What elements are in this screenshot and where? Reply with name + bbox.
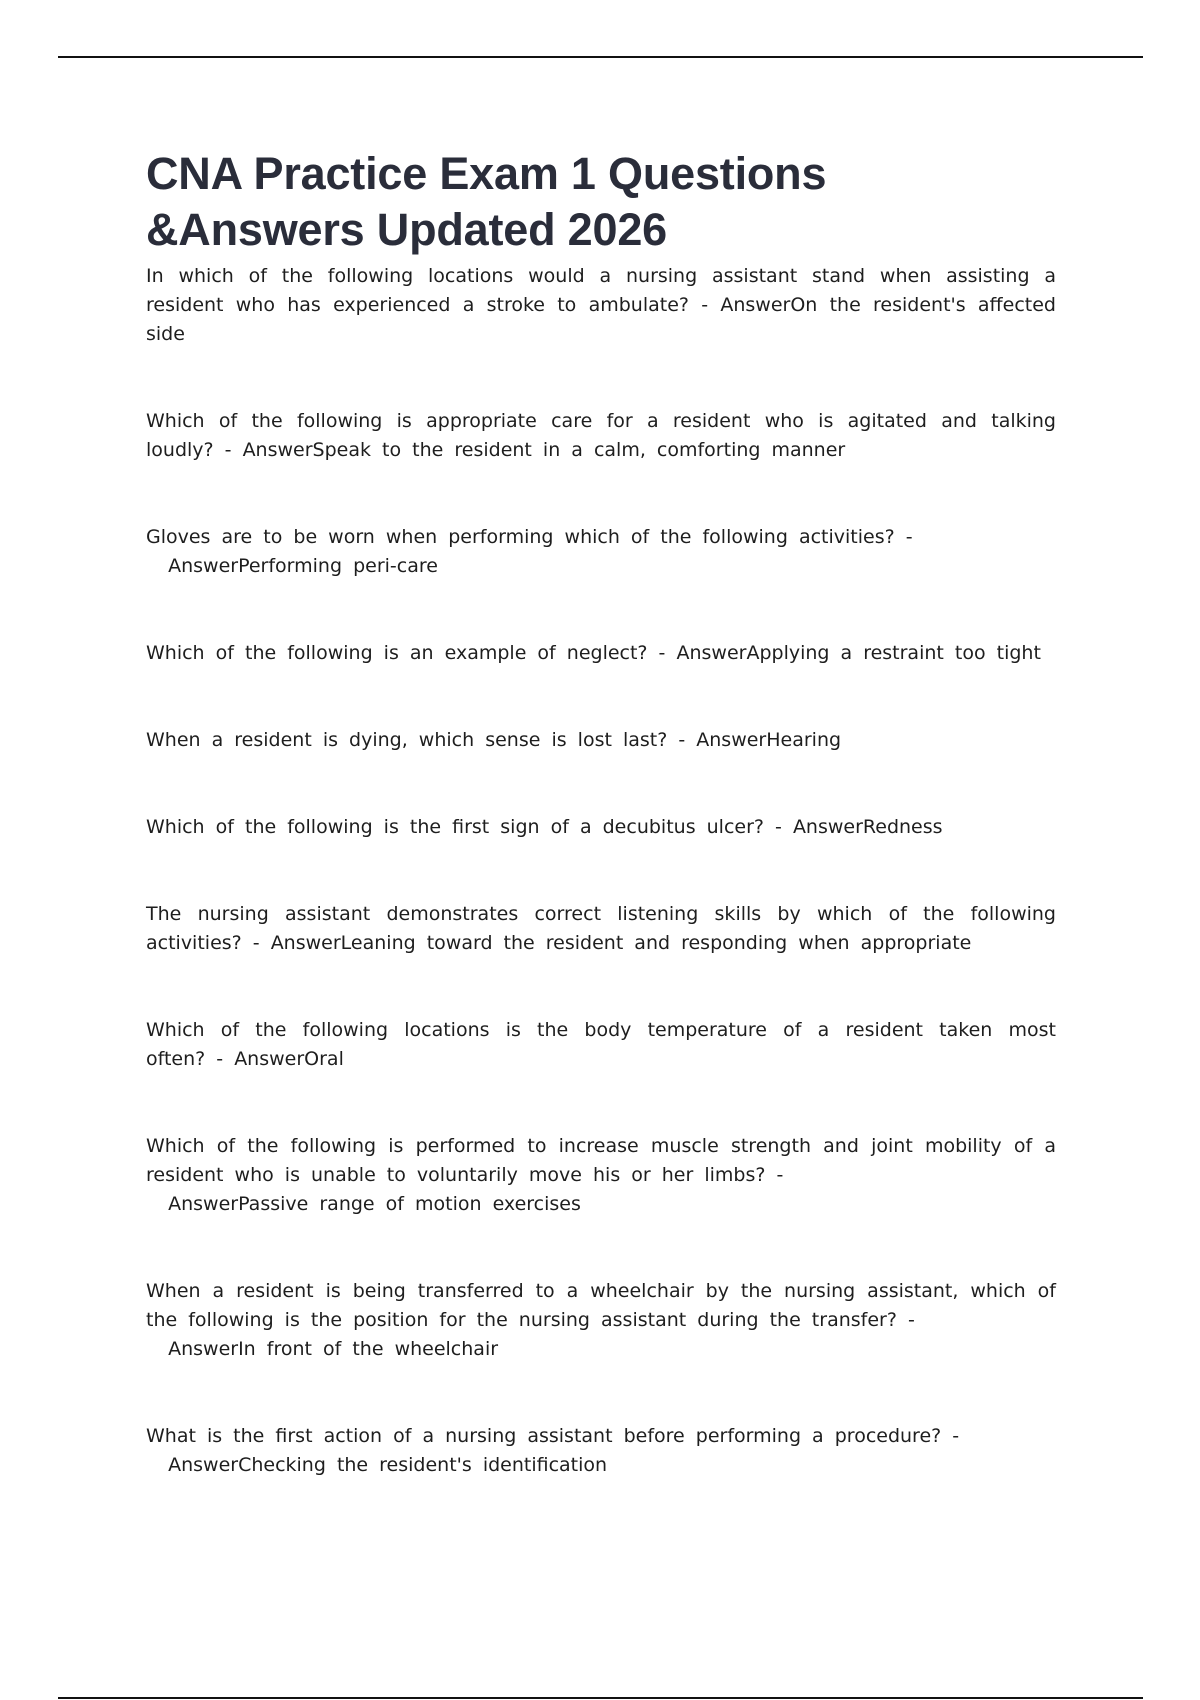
question-text: When a resident is being transferred to a wheelchair by the nursing assistant, which of the following is the position for the nursing assistant during the transfer? - bbox=[146, 1280, 1056, 1331]
answer-text: AnswerPassive range of motion exercises bbox=[168, 1193, 581, 1215]
answer-text: AnswerLeaning toward the resident and responding when appropriate bbox=[270, 932, 972, 954]
answer-text: AnswerOral bbox=[234, 1048, 344, 1070]
question-text: Which of the following locations is the body temperature of a resident taken most often? - bbox=[146, 1019, 1056, 1070]
qa-item bbox=[146, 262, 1068, 349]
question-text: Gloves are to be worn when performing which of the following activities? - bbox=[146, 526, 913, 548]
document-title: CNA Practice Exam 1 Questions &Answers Updated 2026 bbox=[146, 148, 827, 255]
answer-text: AnswerPerforming peri-care bbox=[168, 555, 438, 577]
answer-text: AnswerApplying a restraint too tight bbox=[676, 642, 1041, 664]
qa-item bbox=[146, 900, 1056, 958]
question-text: The nursing assistant demonstrates correct listening skills by which of the following activities? - bbox=[146, 903, 1056, 954]
question-text: Which of the following is an example of neglect? - bbox=[146, 642, 666, 664]
qa-item bbox=[146, 726, 1056, 755]
top-divider bbox=[58, 56, 1143, 58]
qa-item bbox=[146, 813, 1056, 842]
qa-item bbox=[146, 639, 1056, 668]
question-text: Which of the following is the first sign of a decubitus ulcer? - bbox=[146, 816, 782, 838]
question-text: When a resident is dying, which sense is lost last? - bbox=[146, 729, 686, 751]
answer-text: AnswerIn front of the wheelchair bbox=[168, 1338, 499, 1360]
question-text: Which of the following is performed to increase muscle strength and joint mobility of a resident who is unable to voluntarily move his or her limbs? - bbox=[146, 1135, 1056, 1186]
qa-item bbox=[146, 1422, 1056, 1480]
question-text: In which of the following locations would a nursing assistant stand when assisting a resident who has experienced a stroke to ambulate? - bbox=[146, 265, 1056, 316]
qa-list bbox=[146, 262, 1068, 1480]
question-text: Which of the following is appropriate care for a resident who is agitated and talking loudly? - bbox=[146, 410, 1056, 461]
qa-item bbox=[146, 523, 1056, 581]
qa-item bbox=[146, 1132, 1056, 1219]
qa-item bbox=[146, 1016, 1056, 1074]
qa-item bbox=[146, 407, 1056, 465]
answer-text: AnswerOn the resident's affected side bbox=[146, 294, 1068, 345]
answer-text: AnswerSpeak to the resident in a calm, comforting manner bbox=[242, 439, 846, 461]
answer-text: AnswerHearing bbox=[696, 729, 842, 751]
answer-text: AnswerChecking the resident's identification bbox=[168, 1454, 608, 1476]
document-body bbox=[146, 146, 1068, 1480]
qa-item bbox=[146, 1277, 1056, 1364]
answer-text: AnswerRedness bbox=[792, 816, 943, 838]
bottom-divider bbox=[58, 1697, 1143, 1699]
question-text: What is the first action of a nursing assistant before performing a procedure? - bbox=[146, 1425, 960, 1447]
